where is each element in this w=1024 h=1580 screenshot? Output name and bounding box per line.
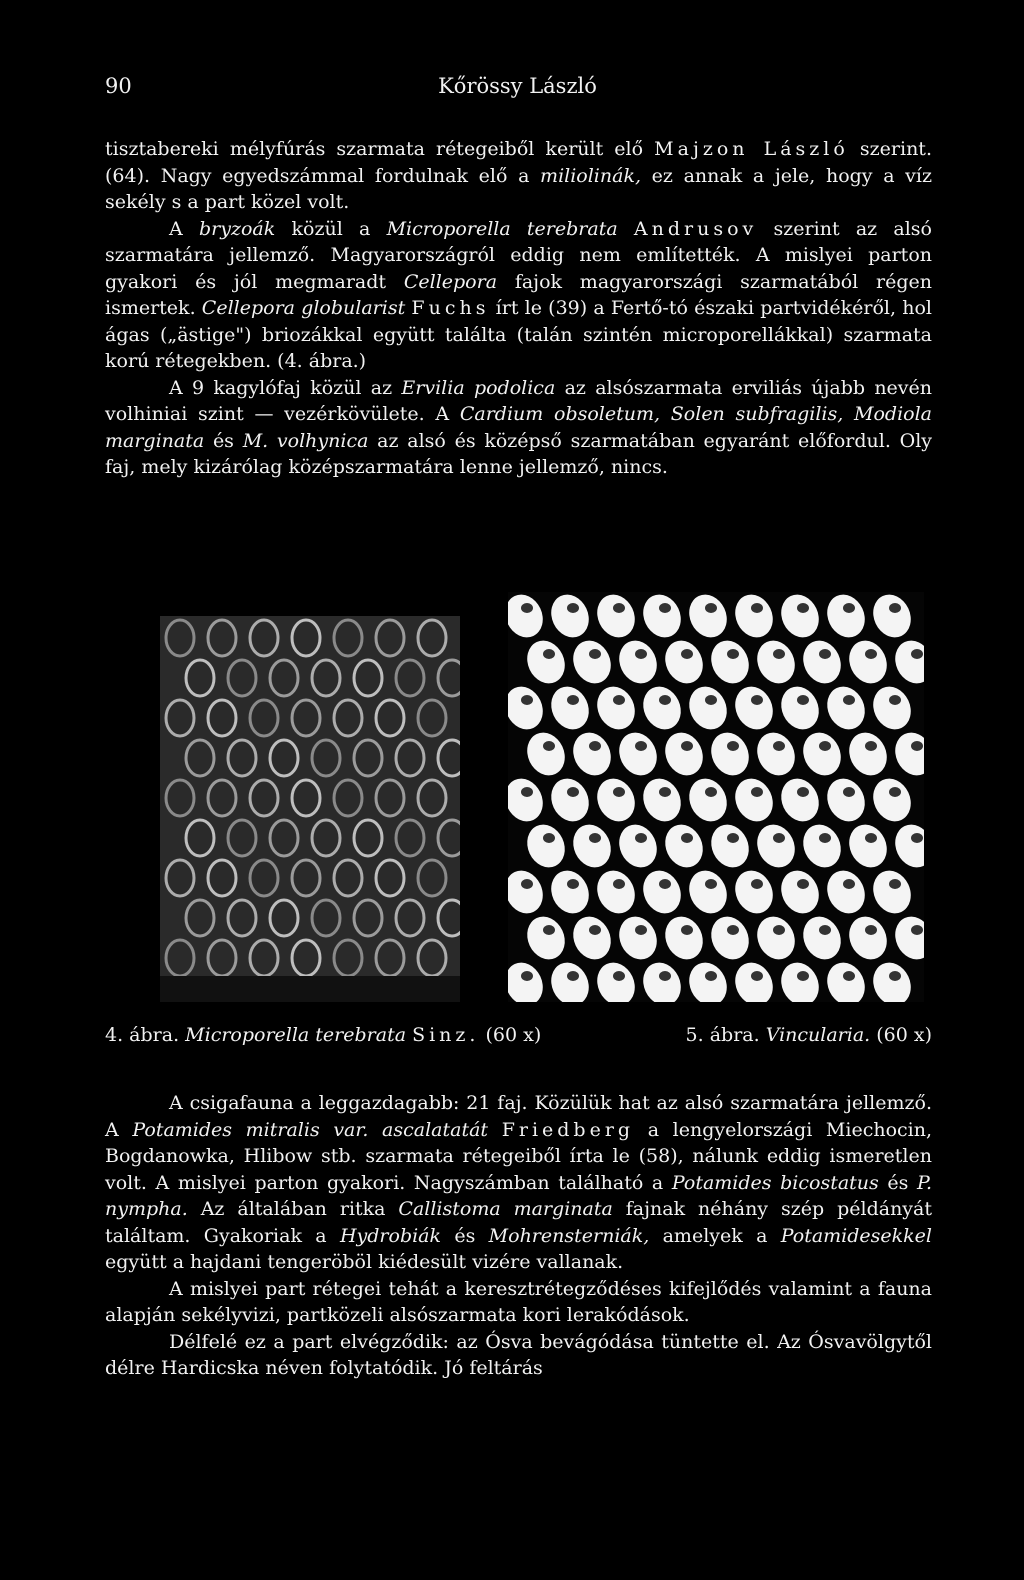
italic-text: Microporella terebrata [185, 1024, 407, 1046]
italic-text: Potamides bicostatus [671, 1171, 879, 1194]
text-block-bottom [105, 1090, 932, 1382]
text-run: a lengyelországi Miechocin, Bogdanowka, Hlibow stb. szarmata rétegeiből írta le (58), nálunk eddig ismeretlen volt. A mislyei parton gyakori. Nagyszámban található a [105, 1118, 933, 1194]
figure-5-caption [686, 1024, 932, 1046]
text-run: (60 x) [870, 1024, 932, 1046]
spaced-name: Majzon László [654, 138, 849, 160]
italic-text: Cellepora globularist [201, 297, 406, 319]
text-run: együtt a hajdani tengeröböl kiédesült vizére vallanak. [105, 1251, 624, 1273]
italic-text: Ervilia podolica [401, 376, 556, 399]
text-run: szerint. (64). Nagy egyedszámmal fordulnak elő a [105, 138, 932, 187]
text-run [618, 218, 634, 240]
text-run: amelyek a [649, 1224, 781, 1247]
spaced-name: Sinz. [412, 1024, 480, 1046]
text-block-top [105, 136, 932, 481]
text-run: A [169, 217, 199, 240]
page-number: 90 [105, 74, 132, 98]
figure-4-caption [105, 1024, 541, 1046]
italic-text: Hydrobiák [339, 1224, 442, 1247]
italic-text: Callistoma marginata [398, 1198, 613, 1220]
vincularia-photo [508, 592, 924, 1002]
paragraph [105, 1329, 932, 1382]
italic-text: P. nympha. [105, 1171, 932, 1220]
italic-text: Cellepora [403, 270, 498, 293]
spaced-name: Andrusov [633, 217, 758, 240]
italic-text: miliolinák, [540, 164, 642, 187]
italic-text: Potamidesekkel [780, 1224, 932, 1247]
running-head: Kőrössy László [438, 74, 597, 98]
text-run: és [878, 1171, 918, 1194]
text-run: közül a [275, 217, 387, 240]
spaced-name: Friedberg [501, 1118, 635, 1141]
text-run: (60 x) [479, 1024, 542, 1046]
italic-text: Mohrensterniák, [488, 1224, 650, 1247]
text-run: szerint az alsó szarmatára jellemző. Magyarországról eddig nem említették. A mislyei parton gyakori és jól megmaradt [105, 217, 932, 293]
figure-5-image [508, 592, 924, 1002]
microporella-photo [160, 616, 460, 1002]
text-run [488, 1119, 502, 1141]
paragraph [105, 1276, 932, 1329]
text-run: A csigafauna a leggazdagabb: 21 faj. Közülük hat az alsó szarmatára jellemző. A [105, 1092, 932, 1141]
paragraph [105, 1090, 932, 1276]
text-run: az alsó és középső szarmatában egyaránt előfordul. Oly faj, mely kizárólag középszarmatára lenne jellemző, nincs. [105, 429, 933, 478]
text-run: fajnak néhány szép példányát találtam. Gyakoriak a [105, 1198, 933, 1247]
text-run: fajok magyarországi szarmatából régen ismertek. [105, 270, 932, 319]
text-run: A 9 kagylófaj közül az [169, 376, 402, 399]
paragraph [105, 136, 932, 216]
paragraph [105, 375, 932, 481]
text-run: tisztabereki mélyfúrás szarmata rétegeiből került elő [105, 138, 655, 160]
text-run: Az általában ritka [187, 1198, 399, 1220]
italic-text: Vincularia. [765, 1024, 871, 1046]
italic-text: bryzoák [198, 217, 276, 240]
paragraph [105, 216, 932, 375]
text-run: írt le (39) a Fertő-tó északi partvidékéről, hol ágas („ästige") briozákkal együtt találta (talán szintén microporellákkal) szarmata korú rétegekben. (4. ábra.) [105, 297, 932, 372]
text-run: és [441, 1224, 489, 1247]
italic-text: Potamides mitralis var. ascalatatát [132, 1118, 489, 1141]
text-run: Délfelé ez a part elvégződik: az Ósva bevágódása tüntette el. Az Ósvavölgytől délre Hardicska néven folytatódik. Jó feltárás [105, 1330, 932, 1379]
text-run: az alsószarmata erviliás újabb nevén volhiniai szint — vezérkövülete. A [105, 376, 933, 425]
text-run: ez annak a jele, hogy a víz sekély s a part közel volt. [105, 164, 932, 213]
text-run: és [204, 429, 243, 452]
italic-text: Cardium obsoletum, Solen subfragilis, Modiola marginata [105, 403, 933, 452]
italic-text: M. volhynica [242, 429, 369, 452]
italic-text: Microporella terebrata [386, 217, 618, 240]
text-run: 4. ábra. [105, 1024, 186, 1046]
figure-4-image [160, 616, 460, 1002]
text-run: 5. ábra. [685, 1024, 766, 1046]
spaced-name: Fuchs [411, 297, 490, 319]
text-run: A mislyei part rétegei tehát a keresztrétegződéses kifejlődés valamint a fauna alapján sekélyvizi, partközeli alsószarmata kori lerakódások. [105, 1277, 932, 1326]
page-header [105, 74, 930, 106]
